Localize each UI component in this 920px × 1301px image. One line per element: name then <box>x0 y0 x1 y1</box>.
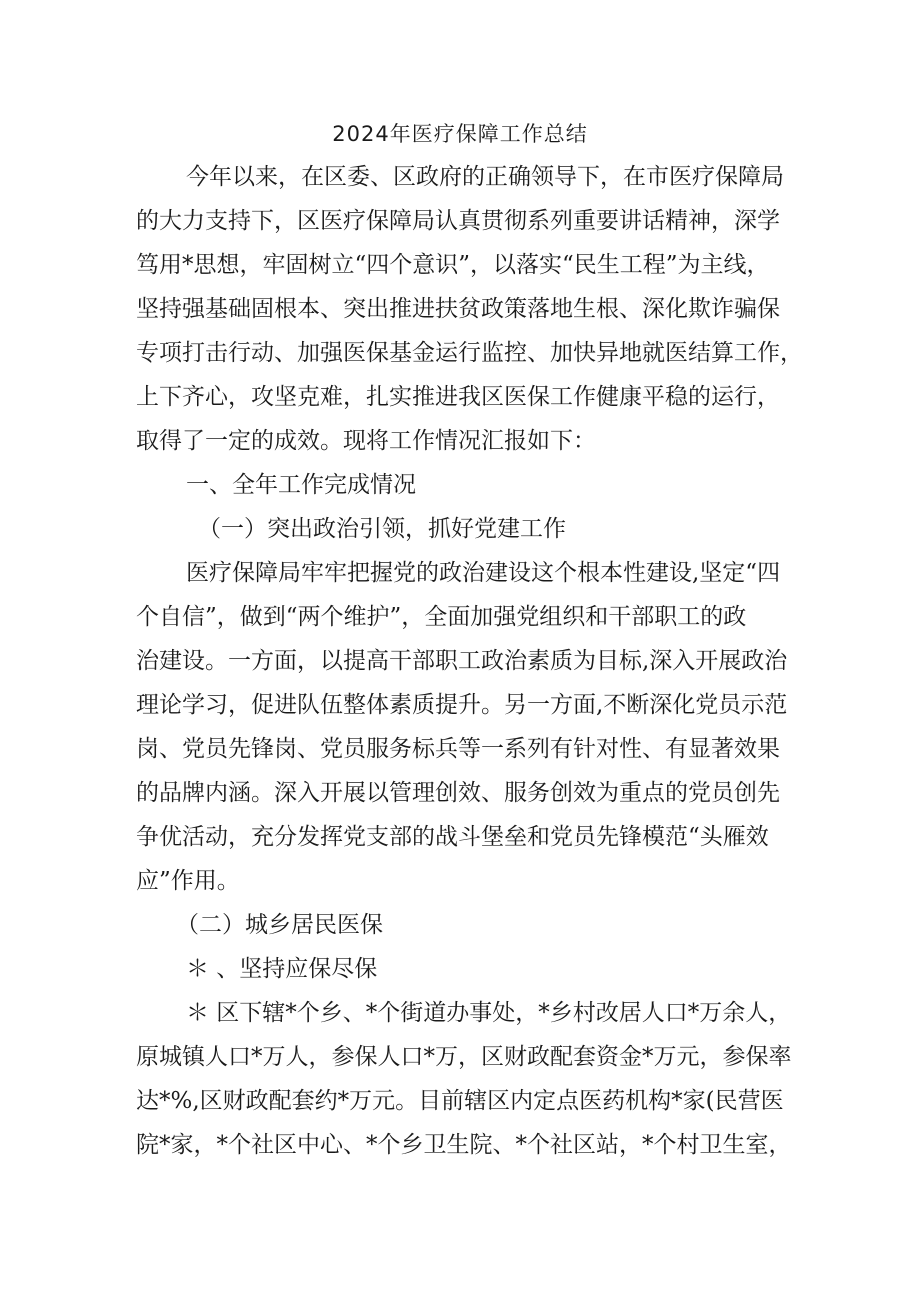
document-title: 2024年医疗保障工作总结 <box>332 122 588 146</box>
body-line: 理论学习，促进队伍整体素质提升。另一方面,不断深化党员示范 <box>136 692 788 718</box>
body-line: 医疗保障局牢牢把握党的政治建设这个根本性建设,坚定“四 <box>186 560 781 586</box>
body-line: 原城镇人口*万人，参保人口*万，区财政配套资金*万元，参保率 <box>136 1044 792 1070</box>
subsection-heading: （二）城乡居民医保 <box>176 912 383 938</box>
body-line: 岗、党员先锋岗、党员服务标兵等一系列有针对性、有显著效果 <box>136 736 780 762</box>
subsection-heading: （一）突出政治引领，抓好党建工作 <box>198 516 566 542</box>
body-line: 个自信”，做到“两个维护”，全面加强党组织和干部职工的政 <box>136 604 747 630</box>
body-line: 坚持强基础固根本、突出推进扶贫政策落地生根、深化欺诈骗保 <box>136 296 780 322</box>
body-line: 专项打击行动、加强医保基金运行监控、加快异地就医结算工作， <box>136 340 803 366</box>
body-line: 院*家，*个社区中心、*个乡卫生院、*个社区站，*个村卫生室， <box>136 1132 792 1158</box>
body-line: 今年以来，在区委、区政府的正确领导下，在市医疗保障局 <box>186 164 784 190</box>
body-line: 上下齐心，攻坚克难，扎实推进我区医保工作健康平稳的运行， <box>136 384 780 410</box>
body-line: ＊ 区下辖*个乡、*个街道办事处，*乡村改居人口*万余人， <box>186 1000 792 1026</box>
body-line: 应”作用。 <box>136 868 240 894</box>
body-line: 取得了一定的成效。现将工作情况汇报如下： <box>136 428 596 454</box>
section-heading: 一、全年工作完成情况 <box>186 472 416 498</box>
body-line: 的大力支持下，区医疗保障局认真贯彻系列重要讲话精神，深学 <box>136 208 780 234</box>
body-line: 争优活动，充分发挥党支部的战斗堡垒和党员先锋模范“头雁效 <box>136 824 769 850</box>
body-line: 治建设。一方面，以提高干部职工政治素质为目标,深入开展政治 <box>136 648 788 674</box>
body-line: 的品牌内涵。深入开展以管理创效、服务创效为重点的党员创先 <box>136 780 780 806</box>
body-line: 笃用*思想，牢固树立“四个意识”，以落实“民生工程”为主线， <box>136 252 770 278</box>
body-line: 达*%,区财政配套约*万元。目前辖区内定点医药机构*家(民营医 <box>136 1088 784 1114</box>
item-heading: ＊ 、坚持应保尽保 <box>186 956 378 982</box>
